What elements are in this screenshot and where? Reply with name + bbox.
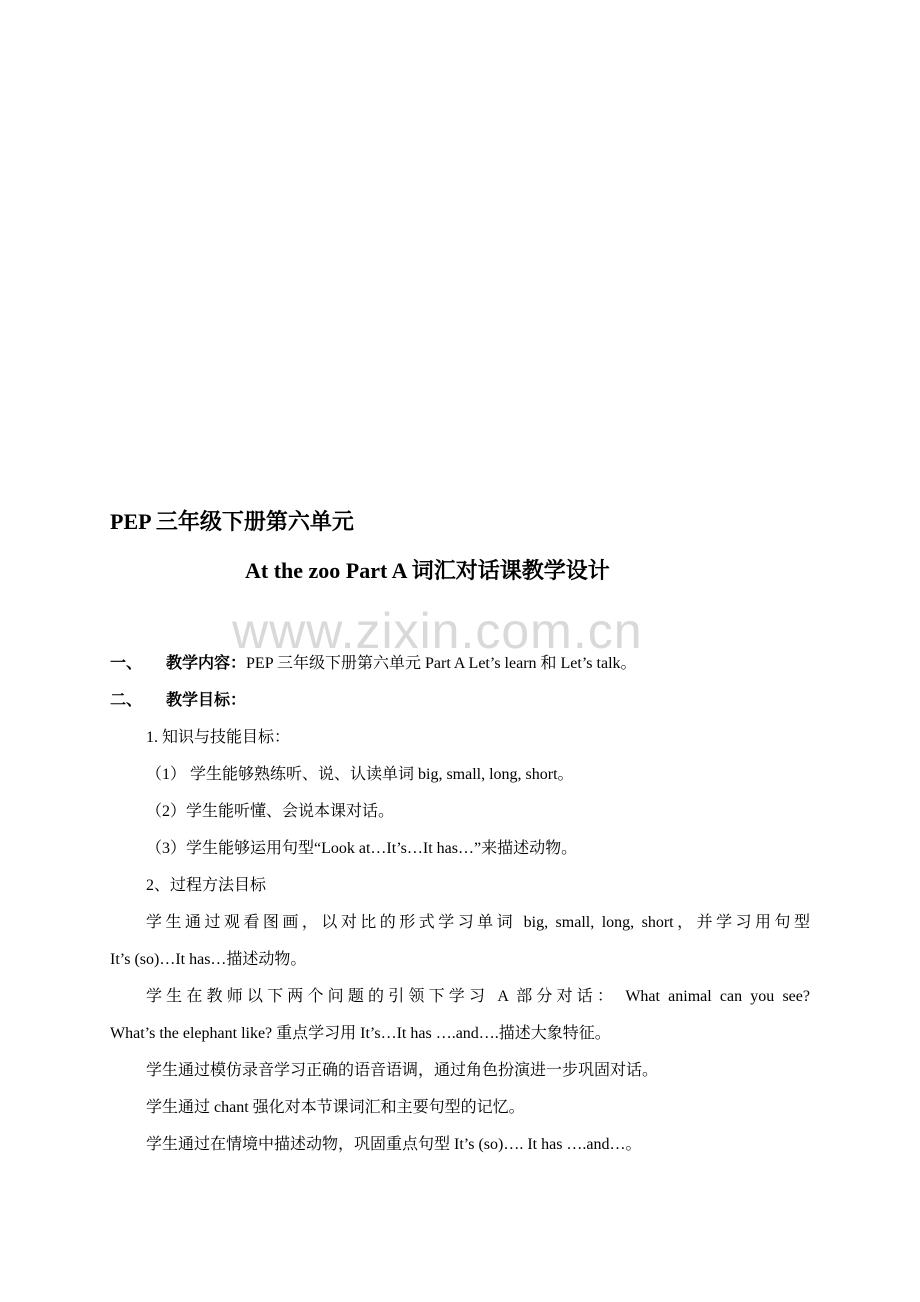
paragraph-5: 学生通过在情境中描述动物，巩固重点句型 It’s (so)…. It has ….and…。 xyxy=(146,1136,642,1153)
objective-item-2: （2）学生能听懂、会说本课对话。 xyxy=(146,803,395,820)
paragraph-4: 学生通过 chant 强化对本节课词汇和主要句型的记忆。 xyxy=(146,1099,525,1116)
process-objective-heading: 2、过程方法目标 xyxy=(146,877,267,894)
paragraph-2-line-1: 学生在教师以下两个问题的引领下学习 A 部分对话： What animal can you see? xyxy=(146,988,810,1005)
paragraph-1-line-1: 学生通过观看图画，以对比的形式学习单词 big, small, long, short，并学习用句型 xyxy=(146,914,810,931)
objective-knowledge-heading: 1. 知识与技能目标： xyxy=(146,729,291,746)
paragraph-3: 学生通过模仿录音学习正确的语音语调，通过角色扮演进一步巩固对话。 xyxy=(146,1062,659,1079)
objective-item-3: （3）学生能够运用句型“Look at…It’s…It has…”来描述动物。 xyxy=(146,840,578,857)
section-1-label: 教学内容： xyxy=(166,655,247,672)
section-2-number: 二、 xyxy=(110,692,143,709)
paragraph-2-line-2: What’s the elephant like? 重点学习用 It’s…It has ….and….描述大象特征。 xyxy=(110,1025,611,1042)
section-1-text: PEP 三年级下册第六单元 Part A Let’s learn 和 Let’s talk。 xyxy=(246,655,637,672)
section-1-number: 一、 xyxy=(110,655,143,672)
watermark: www.zixin.com.cn xyxy=(232,603,643,659)
section-1-content xyxy=(166,654,637,674)
document-title-line2: At the zoo Part A 词汇对话课教学设计 xyxy=(245,558,610,583)
document-title-line1: PEP 三年级下册第六单元 xyxy=(110,509,354,534)
objective-item-1: （1） 学生能够熟练听、说、认读单词 big, small, long, short。 xyxy=(146,766,574,783)
paragraph-1-line-2: It’s (so)…It has…描述动物。 xyxy=(110,951,307,968)
section-2-label: 教学目标： xyxy=(166,692,247,709)
